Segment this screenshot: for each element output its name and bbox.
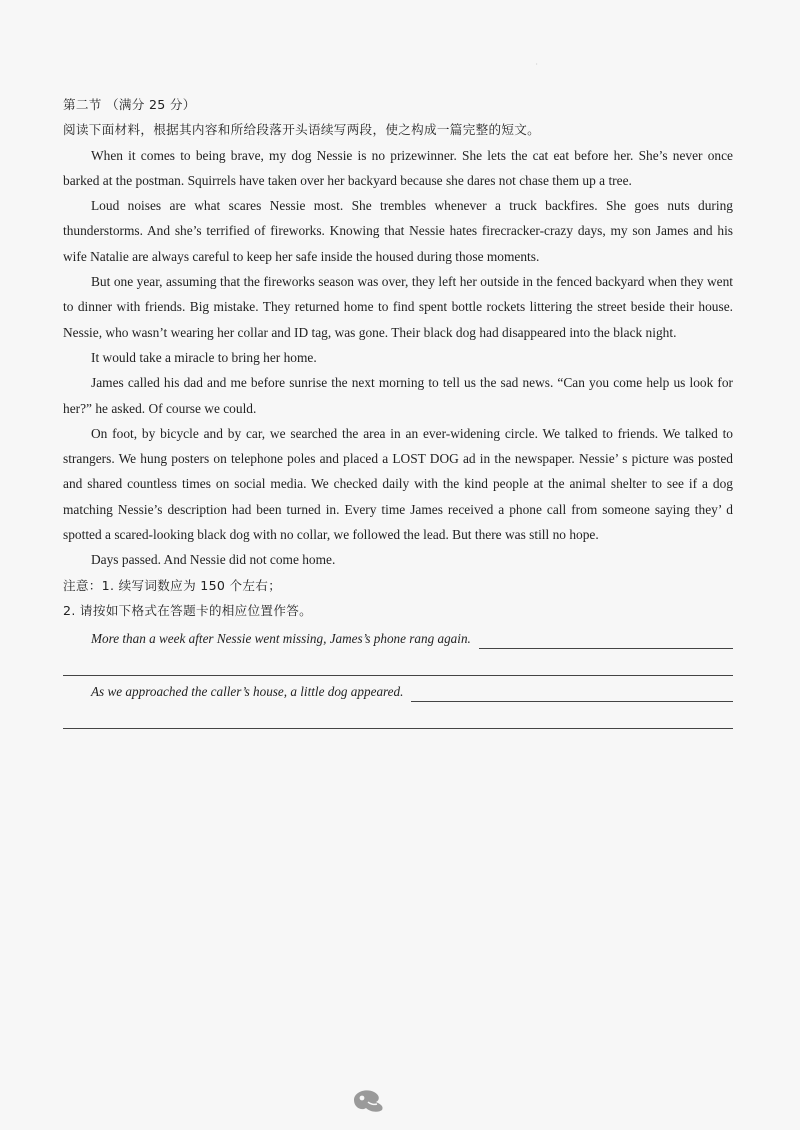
- paragraph-6: On foot, by bicycle and by car, we searched the area in an ever-widening circle. We talked to friends. We talked to strangers. We hung posters on telephone poles and placed a LOST DOG ad in the newspaper. Nessie’ s picture was posted and shared countless times on social media. We checked daily with the kind people at the animal shelter to see if a dog matching Nessie’s description had been turned in. Every time James received a phone call from someone saying they’ d spotted a scared-looking black dog with no collar, we followed the lead. But there was still no hope.: [63, 425, 733, 543]
- scan-speck: ·: [535, 60, 538, 69]
- exam-content: [63, 92, 733, 729]
- note-1: 注意：1. 续写词数应为 150 个左右；: [63, 577, 282, 593]
- answer-line-2b[interactable]: [63, 702, 733, 729]
- prompt-2: [63, 676, 733, 702]
- note-2: 2. 请按如下格式在答题卡的相应位置作答。: [63, 602, 313, 618]
- paragraph-7: Days passed. And Nessie did not come home.: [91, 552, 336, 568]
- instruction: 阅读下面材料，根据其内容和所给段落开头语续写两段，使之构成一篇完整的短文。: [63, 122, 541, 138]
- paragraph-3: But one year, assuming that the fireworks season was over, they left her outside in the fenced backyard when they went to dinner with friends. Big mistake. They returned home to find spent bottle rockets littering the street beside their house. Nessie, who wasn’t wearing her collar and ID tag, was gone. Their black dog had disappeared into the black night.: [63, 274, 733, 340]
- watermark-logo-icon: [350, 1086, 390, 1114]
- section-title: 第二节 （满分 25 分）: [63, 97, 196, 112]
- paragraph-2: Loud noises are what scares Nessie most. She trembles whenever a truck backfires. She goes nuts during thunderstorms. And she’s terrified of fireworks. Knowing that Nessie hates firecracker-crazy days, my son James and his wife Natalie are always careful to keep her safe inside the housed during those moments.: [63, 198, 733, 264]
- prompt-1: [63, 623, 733, 649]
- paragraph-1: When it comes to being brave, my dog Nessie is no prizewinner. She lets the cat eat before her. She’s never once barked at the postman. Squirrels have taken over her backyard because she dares not chase them up a tree.: [63, 147, 733, 188]
- prompt-1-text: More than a week after Nessie went missing, James’s phone rang again.: [91, 631, 471, 647]
- answer-line-1a[interactable]: [479, 631, 733, 649]
- answer-line-2a[interactable]: [411, 684, 733, 702]
- paragraph-5: James called his dad and me before sunrise the next morning to tell us the sad news. “Can you come help us look for her?” he asked. Of course we could.: [63, 375, 733, 416]
- paragraph-4: It would take a miracle to bring her home.: [91, 349, 317, 365]
- prompt-2-text: As we approached the caller’s house, a little dog appeared.: [91, 684, 404, 700]
- answer-line-1b[interactable]: [63, 649, 733, 676]
